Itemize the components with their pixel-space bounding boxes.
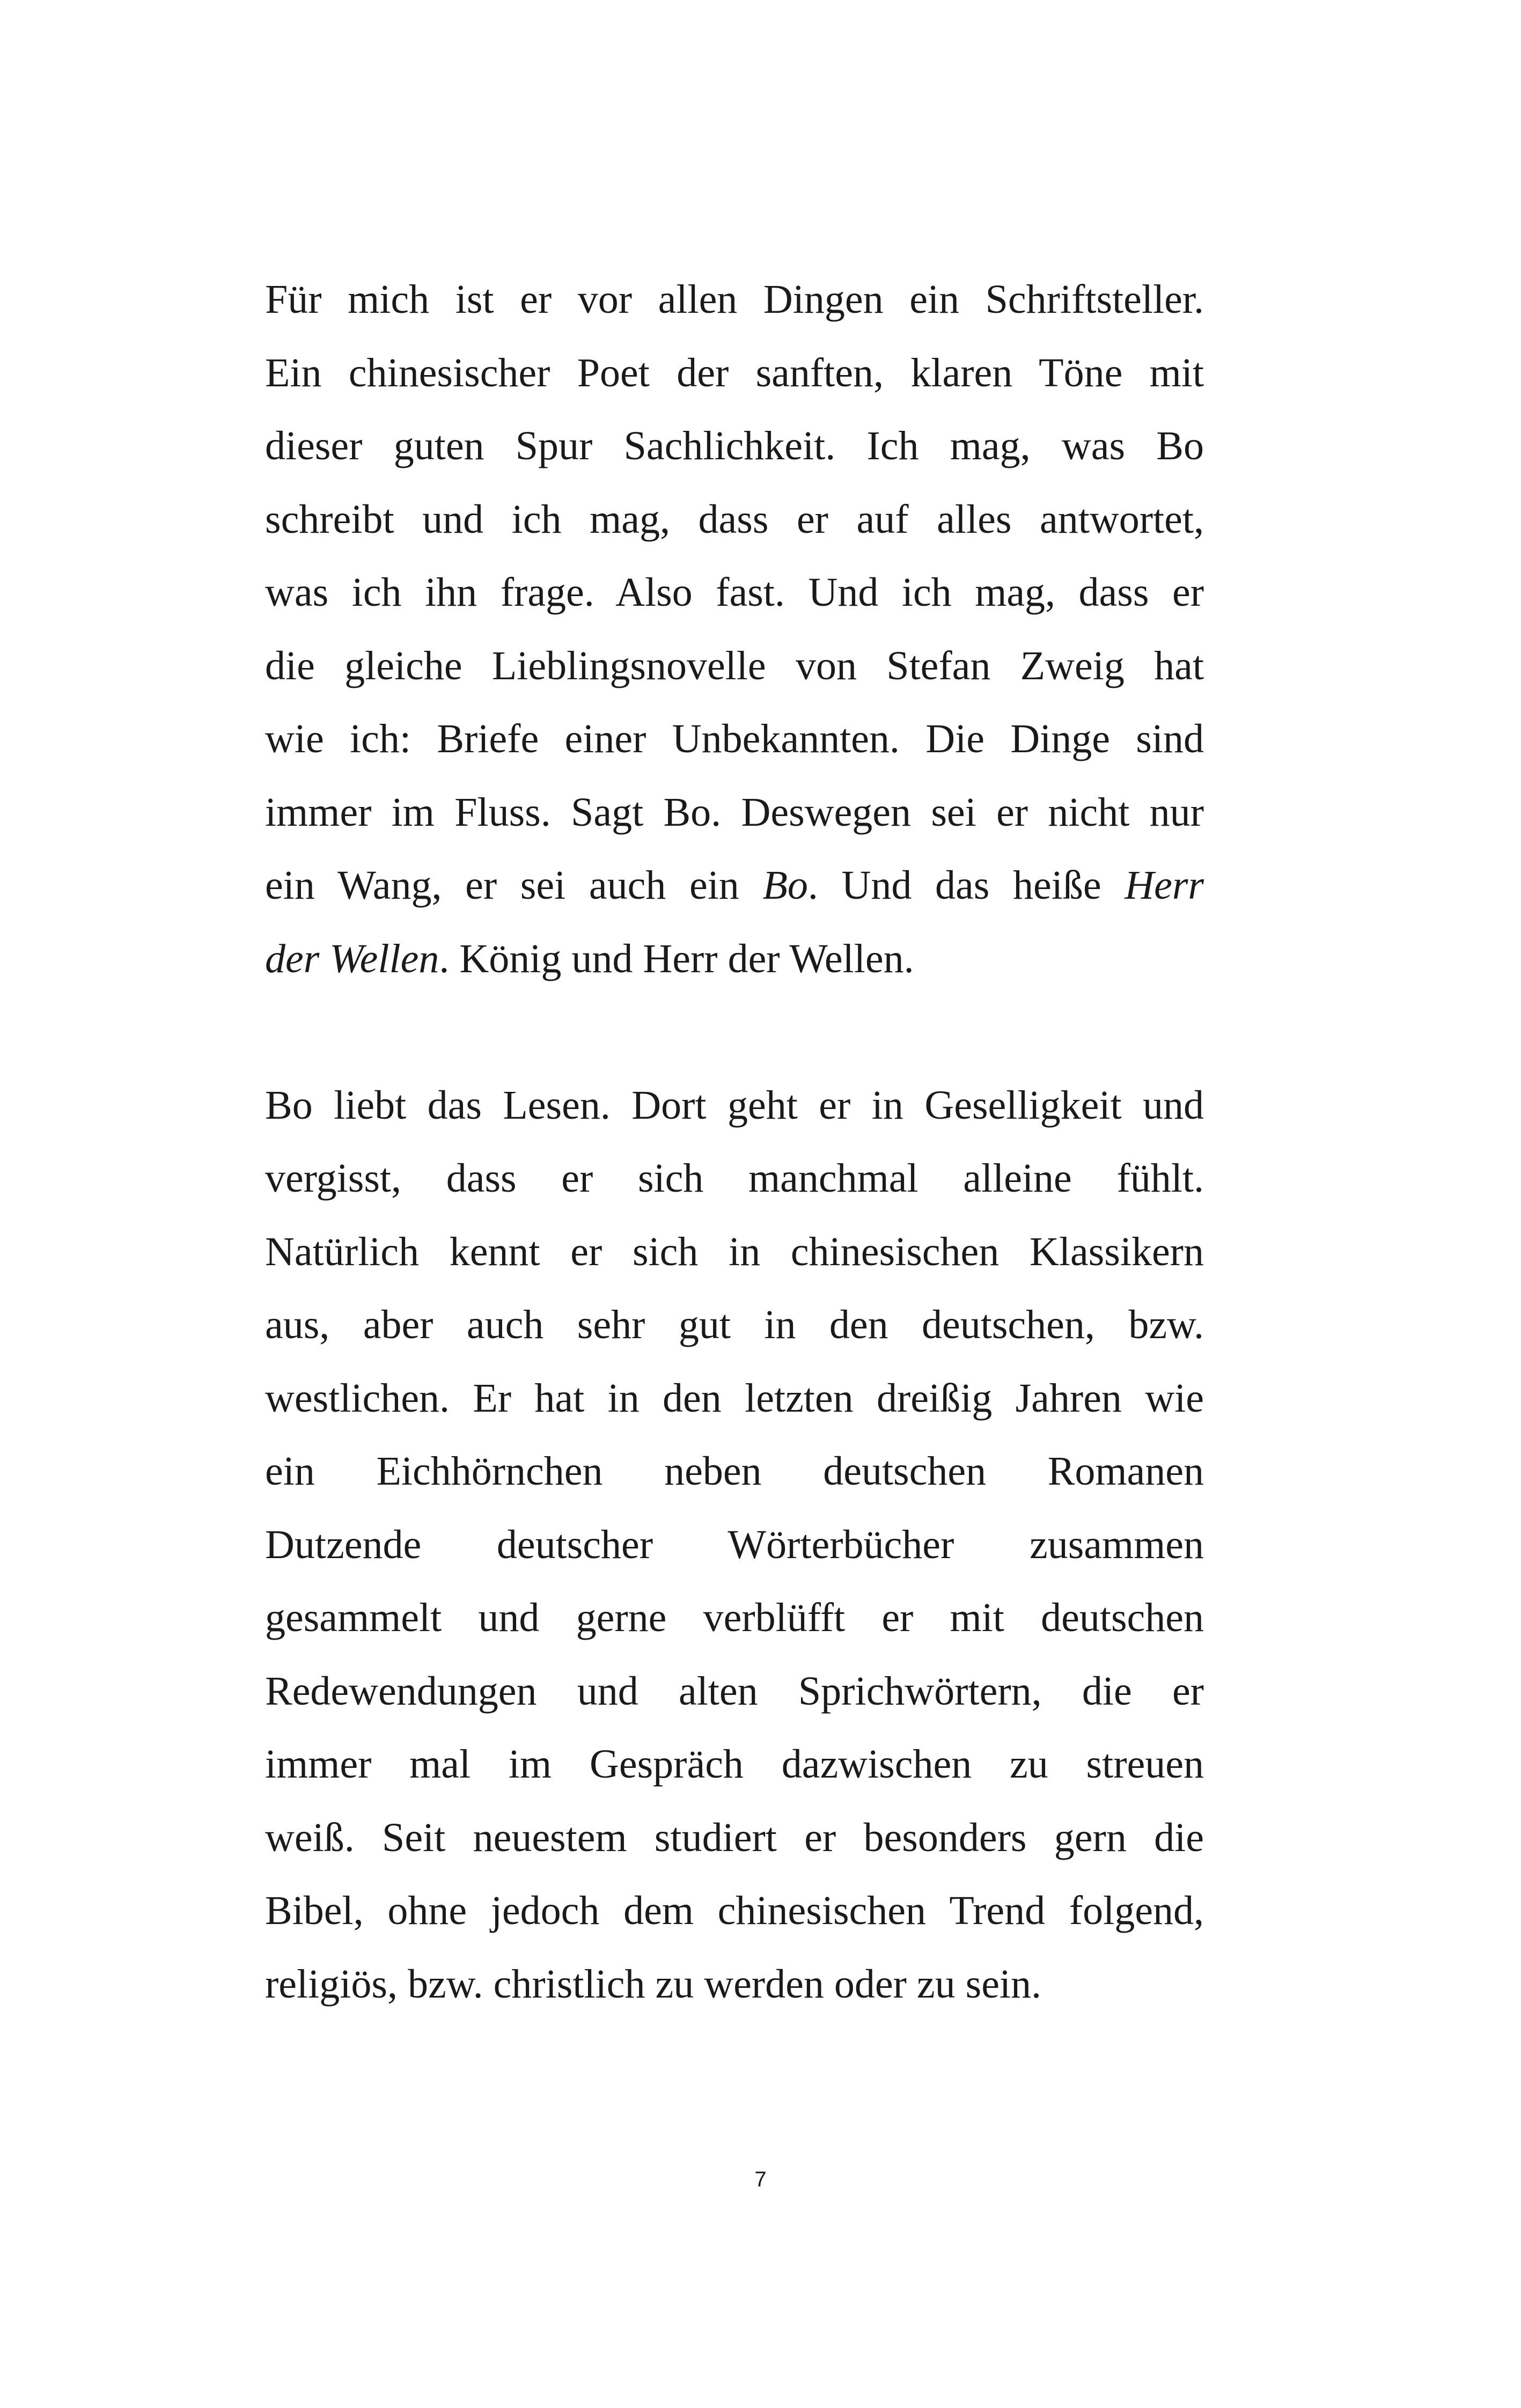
text-line (265, 629, 1204, 703)
text-line (265, 1288, 1204, 1362)
text-line (265, 409, 1204, 483)
text-segment: Bibel, ohne jedoch dem chinesischen Trend folgend, (265, 1888, 1204, 1933)
text-segment: die gleiche Lieblingsnovelle von Stefan Zweig hat (265, 643, 1204, 688)
text-line (265, 1508, 1204, 1582)
paragraph (265, 263, 1204, 995)
text-segment: dieser guten Spur Sachlichkeit. Ich mag, was Bo (265, 423, 1204, 468)
text-segment: Für mich ist er vor allen Dingen ein Schriftsteller. (265, 277, 1204, 322)
text-segment: vergisst, dass er sich manchmal alleine fühlt. (265, 1156, 1204, 1201)
text-line (265, 1874, 1204, 1948)
text-segment: westlichen. Er hat in den letzten dreißig Jahren wie (265, 1375, 1204, 1421)
paragraph-gap (265, 995, 1204, 1069)
text-line (265, 1142, 1204, 1215)
text-segment: Dutzende deutscher Wörterbücher zusammen (265, 1522, 1204, 1567)
text-segment: . König und Herr der Wellen. (439, 936, 914, 981)
text-line (265, 263, 1204, 336)
text-segment: immer im Fluss. Sagt Bo. Deswegen sei er nicht nur (265, 789, 1204, 835)
text-segment: Ein chinesischer Poet der sanften, klaren Töne mit (265, 350, 1204, 395)
text-segment: immer mal im Gespräch dazwischen zu streuen (265, 1742, 1204, 1787)
paragraph (265, 1069, 1204, 2021)
text-line (265, 922, 1204, 996)
text-segment: Natürlich kennt er sich in chinesischen Klassikern (265, 1229, 1204, 1274)
text-line (265, 556, 1204, 629)
text-line (265, 336, 1204, 410)
text-segment: was ich ihn frage. Also fast. Und ich mag, dass er (265, 570, 1204, 615)
page-number: 7 (754, 2168, 767, 2191)
text-line (265, 702, 1204, 776)
text-line (265, 1581, 1204, 1655)
text-segment: weiß. Seit neuestem studiert er besonders gern die (265, 1815, 1204, 1860)
text-segment: gesammelt und gerne verblüfft er mit deutschen (265, 1595, 1204, 1640)
text-segment: ein Eichhörnchen neben deutschen Romanen (265, 1449, 1204, 1494)
text-line (265, 1948, 1204, 2021)
italic-text: Bo (762, 863, 808, 908)
text-segment: aus, aber auch sehr gut in den deutschen, bzw. (265, 1302, 1204, 1347)
text-line (265, 1801, 1204, 1875)
text-line (265, 1069, 1204, 1142)
text-segment: Bo liebt das Lesen. Dort geht er in Geselligkeit und (265, 1082, 1204, 1128)
text-line (265, 1435, 1204, 1508)
text-segment: wie ich: Briefe einer Unbekannten. Die Dinge sind (265, 716, 1204, 761)
text-segment: . Und das heiße (807, 863, 1125, 908)
text-line (265, 776, 1204, 849)
text-line (265, 1362, 1204, 1435)
text-line (265, 1215, 1204, 1289)
text-segment: religiös, bzw. christlich zu werden oder zu sein. (265, 1961, 1042, 2007)
text-line (265, 849, 1204, 922)
italic-text: Herr (1125, 863, 1204, 908)
italic-text: der Wellen (265, 936, 439, 981)
text-segment: ein Wang, er sei auch ein (265, 863, 763, 908)
text-segment: Redewendungen und alten Sprichwörtern, die er (265, 1668, 1204, 1714)
text-line (265, 1655, 1204, 1728)
text-segment: schreibt und ich mag, dass er auf alles antwortet, (265, 496, 1204, 542)
text-line (265, 483, 1204, 556)
body-text (265, 263, 1204, 2021)
text-line (265, 1728, 1204, 1801)
